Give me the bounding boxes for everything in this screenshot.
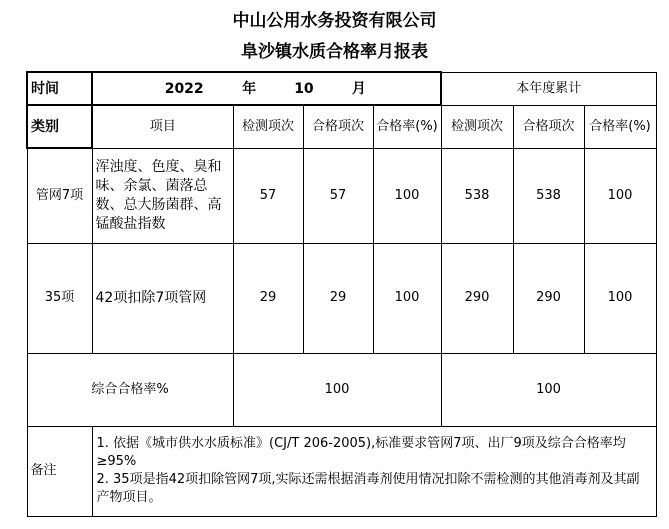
table-row — [27, 148, 656, 243]
col-ytd-rate: 合格率(%) — [584, 105, 656, 148]
time-label: 时间 — [27, 72, 92, 105]
water-quality-table — [26, 71, 657, 517]
row-items: 浑浊度、色度、臭和味、余氯、菌落总数、总大肠菌群、高锰酸盐指数 — [92, 148, 233, 243]
row-tested: 29 — [233, 243, 303, 353]
row-tested: 57 — [233, 148, 303, 243]
month-unit: 月 — [351, 80, 366, 97]
year-value: 2022 — [164, 80, 204, 97]
row-passed: 57 — [303, 148, 373, 243]
row-ytd-rate: 100 — [584, 148, 656, 243]
row-category: 管网7项 — [27, 148, 92, 243]
overall-label: 综合合格率% — [27, 353, 233, 426]
col-tested: 检测项次 — [233, 105, 303, 148]
category-label: 类别 — [27, 105, 92, 148]
row-ytd-passed: 538 — [513, 148, 584, 243]
header-row-time — [27, 72, 656, 105]
row-passed: 29 — [303, 243, 373, 353]
report-period — [92, 72, 441, 105]
overall-ytd-value: 100 — [441, 353, 656, 426]
notes-row — [27, 426, 656, 516]
notes-label: 备注 — [27, 426, 92, 516]
notes-content — [92, 426, 656, 516]
row-category: 35项 — [27, 243, 92, 353]
annual-total-label: 本年度累计 — [441, 72, 656, 105]
row-ytd-tested: 290 — [441, 243, 513, 353]
company-name: 中山公用水务投资有限公司 — [232, 11, 437, 31]
row-items: 42项扣除7项管网 — [92, 243, 233, 353]
report-title: 阜沙镇水质合格率月报表 — [241, 42, 428, 62]
row-rate: 100 — [373, 148, 441, 243]
overall-month-value: 100 — [233, 353, 441, 426]
col-passed: 合格项次 — [303, 105, 373, 148]
year-unit: 年 — [242, 80, 257, 97]
table-row — [27, 243, 656, 353]
col-ytd-passed: 合格项次 — [513, 105, 584, 148]
row-rate: 100 — [373, 243, 441, 353]
col-rate: 合格率(%) — [373, 105, 441, 148]
row-ytd-tested: 538 — [441, 148, 513, 243]
row-ytd-passed: 290 — [513, 243, 584, 353]
overall-row — [27, 353, 656, 426]
row-ytd-rate: 100 — [584, 243, 656, 353]
item-label: 项目 — [92, 105, 233, 148]
col-ytd-tested: 检测项次 — [441, 105, 513, 148]
note-2: 2. 35项是指42项扣除管网7项,实际还需根据消毒剂使用情况扣除不需检测的其他消毒剂及其副产物项目。 — [96, 472, 640, 505]
month-value: 10 — [294, 80, 314, 97]
note-1: 1. 依据《城市供水水质标准》(CJ/T 206-2005),标准要求管网7项、出厂9项及综合合格率均≥95% — [96, 436, 626, 469]
header-row-columns — [27, 105, 656, 148]
